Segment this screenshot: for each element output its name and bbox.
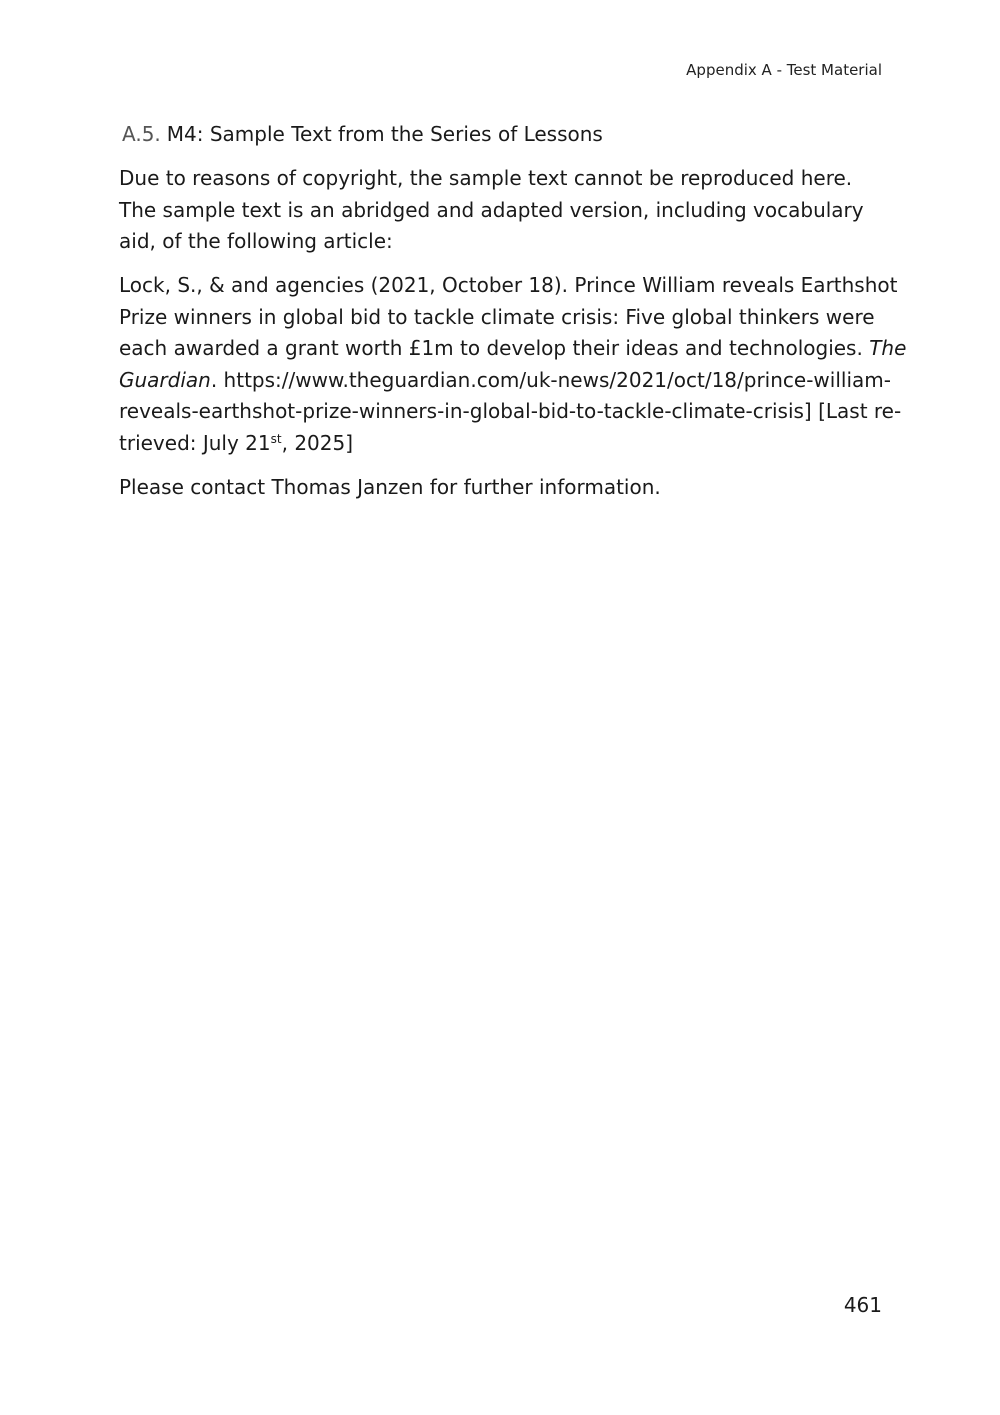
ordinal-suffix: st bbox=[270, 431, 282, 446]
contact-paragraph: Please contact Thomas Janzen for further information. bbox=[119, 474, 661, 499]
retrieved-date-text: trieved: July 21 bbox=[119, 430, 271, 455]
reference-url-part: reveals-earthshot-prize-winners-in-global-bid-to-tackle-climate-crisis] [Last re- bbox=[119, 399, 902, 423]
reference-line bbox=[119, 396, 902, 428]
journal-name-part: The bbox=[869, 336, 907, 360]
reference-line bbox=[119, 428, 881, 460]
reference-url-part: . https://www.theguardian.com/uk-news/2021/oct/18/prince-william- bbox=[210, 367, 891, 392]
section-heading bbox=[122, 122, 603, 146]
page-number: 461 bbox=[843, 1293, 882, 1317]
section-title: M4: Sample Text from the Series of Lessons bbox=[166, 122, 603, 146]
running-header: Appendix A - Test Material bbox=[686, 61, 882, 79]
reference-line bbox=[119, 302, 881, 334]
body-text bbox=[119, 163, 907, 516]
reference-text: Lock, S., & and agencies (2021, October 18). Prince William reveals Earthshot bbox=[119, 273, 898, 297]
reference-text: each awarded a grant worth £1m to develop their ideas and technologies. bbox=[119, 336, 863, 360]
journal-name-part: Guardian bbox=[119, 367, 211, 392]
section-number: A.5. bbox=[122, 122, 161, 146]
reference-line bbox=[119, 333, 907, 365]
copyright-notice-paragraph: Due to reasons of copyright, the sample text cannot be reproduced here. The sample text is an abridged and adapted version, including vocabulary aid, of the following article: bbox=[119, 166, 864, 253]
reference-line bbox=[119, 270, 898, 302]
reference-line bbox=[119, 365, 891, 397]
reference-paragraph bbox=[119, 270, 907, 459]
retrieved-date-text: , 2025] bbox=[281, 430, 354, 455]
reference-text: Prize winners in global bid to tackle climate crisis: Five global thinkers were bbox=[119, 304, 875, 329]
